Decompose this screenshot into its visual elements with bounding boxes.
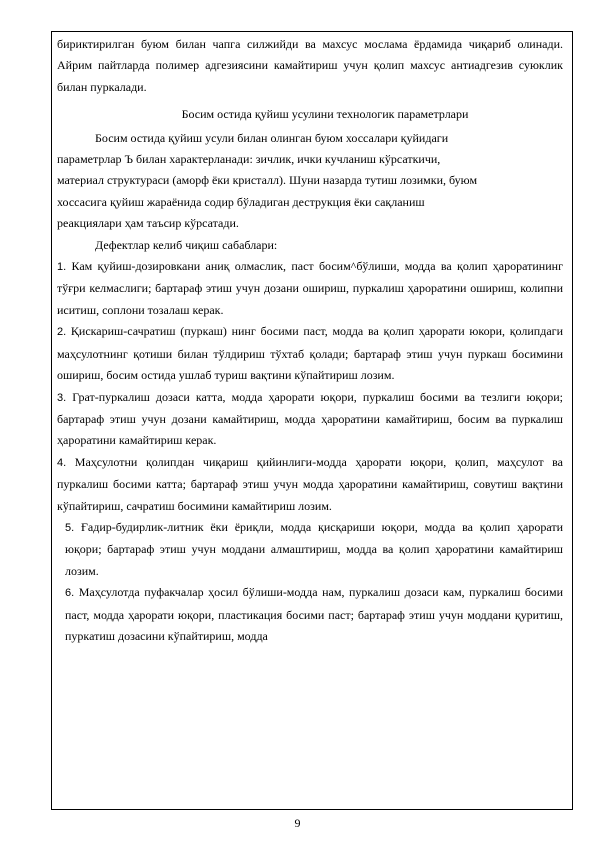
list-item (57, 517, 563, 582)
section-line: параметрлар Ъ билан характерланади: зичлик, ички кучланиш кўрсаткичи, (57, 152, 441, 167)
section-line: Босим остида қуйиш усули билан олинган буюм хоссалари қуйидаги (95, 130, 449, 145)
list-item-number: 1. (57, 261, 67, 274)
section-paragraph (57, 128, 563, 235)
section-title: Босим остида қуйиш усулини технологик параметрлари (181, 107, 469, 122)
defects-heading: Дефектлар келиб чиқиш сабаблари: (95, 237, 278, 252)
page-number: 9 (294, 816, 301, 830)
list-item (57, 387, 563, 452)
list-item-number: 3. (57, 391, 67, 404)
list-item-text: Кам қуйиш-дозировкани аниқ олмаслик, паст босим^бўлиши, модда ва қолип ҳароратининг тўғри келмаслиги; бартараф этиш учун дозани ошириш, пуркалиш ҳароратини ошириш, колипни иситиш, соплони тозалаш керак. (57, 259, 563, 317)
list-item-number: 5. (65, 521, 75, 534)
section-line: материал структураси (аморф ёки кристалл). Шуни назарда тутиш лозимки, буюм (57, 173, 478, 188)
list-item (57, 321, 563, 386)
list-item-number: 6. (65, 587, 75, 600)
section-line: хоссасига қуйиш жараёнида содир бўладиган деструкция ёки сақланиш (57, 194, 425, 209)
page-content (57, 34, 563, 647)
list-item-text: Қискариш-сачратиш (пуркаш) нинг босими паст, модда ва қолип ҳарорати юкори, қолипдаги маҳсулотнинг қотиши билан тўлдириш тўхтаб қолади; бартараф этиш учун пуркаш босимини ошириш, босим остида ушлаб туриш вақтини кўпайтириш лозим. (57, 324, 563, 383)
list-item-number: 2. (57, 326, 67, 339)
list-item-text: Маҳсулотда пуфакчалар ҳосил бўлиши-модда нам, пуркалиш дозаси кам, пуркалиш босими паст, модда ҳарорати юқори, пластикация босими паст; бартараф этиш учун моддани қуритиш, пуркатиш дозасини кўпайтириш, модда (65, 585, 563, 643)
list-item (57, 256, 563, 321)
list-item-number: 4. (57, 456, 67, 469)
section-line: реакциялари ҳам таъсир кўрсатади. (57, 216, 239, 231)
list-item-text: Ғадир-будирлик-литник ёки ёриқли, модда қисқариши юқори, модда ва қолип ҳарорати юқори; бартараф этиш учун моддани алмаштириш, модда ва қолип ҳароратини камайтириш лозим. (65, 519, 564, 578)
list-item (57, 582, 563, 647)
list-item-text: Грат-пуркалиш дозаси катта, модда ҳарорати юқори, пуркалиш босими ва тезлиги юқори; бартараф этиш учун дозани камайтириш, модда ҳароратини камайтириш, босим ва пуркалиш ҳароратини камайтириш керак. (57, 389, 564, 448)
list-item (57, 452, 563, 517)
intro-paragraph: бириктирилган буюм билан чапга силжийди ва махсус мослама ёрдамида чиқариб олинади. Айрим пайтларда полимер адгезиясини камайтириш учун қолип махсус антиадгезив суюклик билан пуркалади. (57, 37, 563, 94)
list-item-text: Маҳсулотни қолипдан чиқариш қийинлиги-модда ҳарорати юқори, қолип, маҳсулот ва пуркалиш босими катта; бартараф этиш учун модда ҳароратини камайтириш, совутиш вақтини кўпайтириш, сачратиш босимини камайтириш лозим. (57, 454, 563, 513)
